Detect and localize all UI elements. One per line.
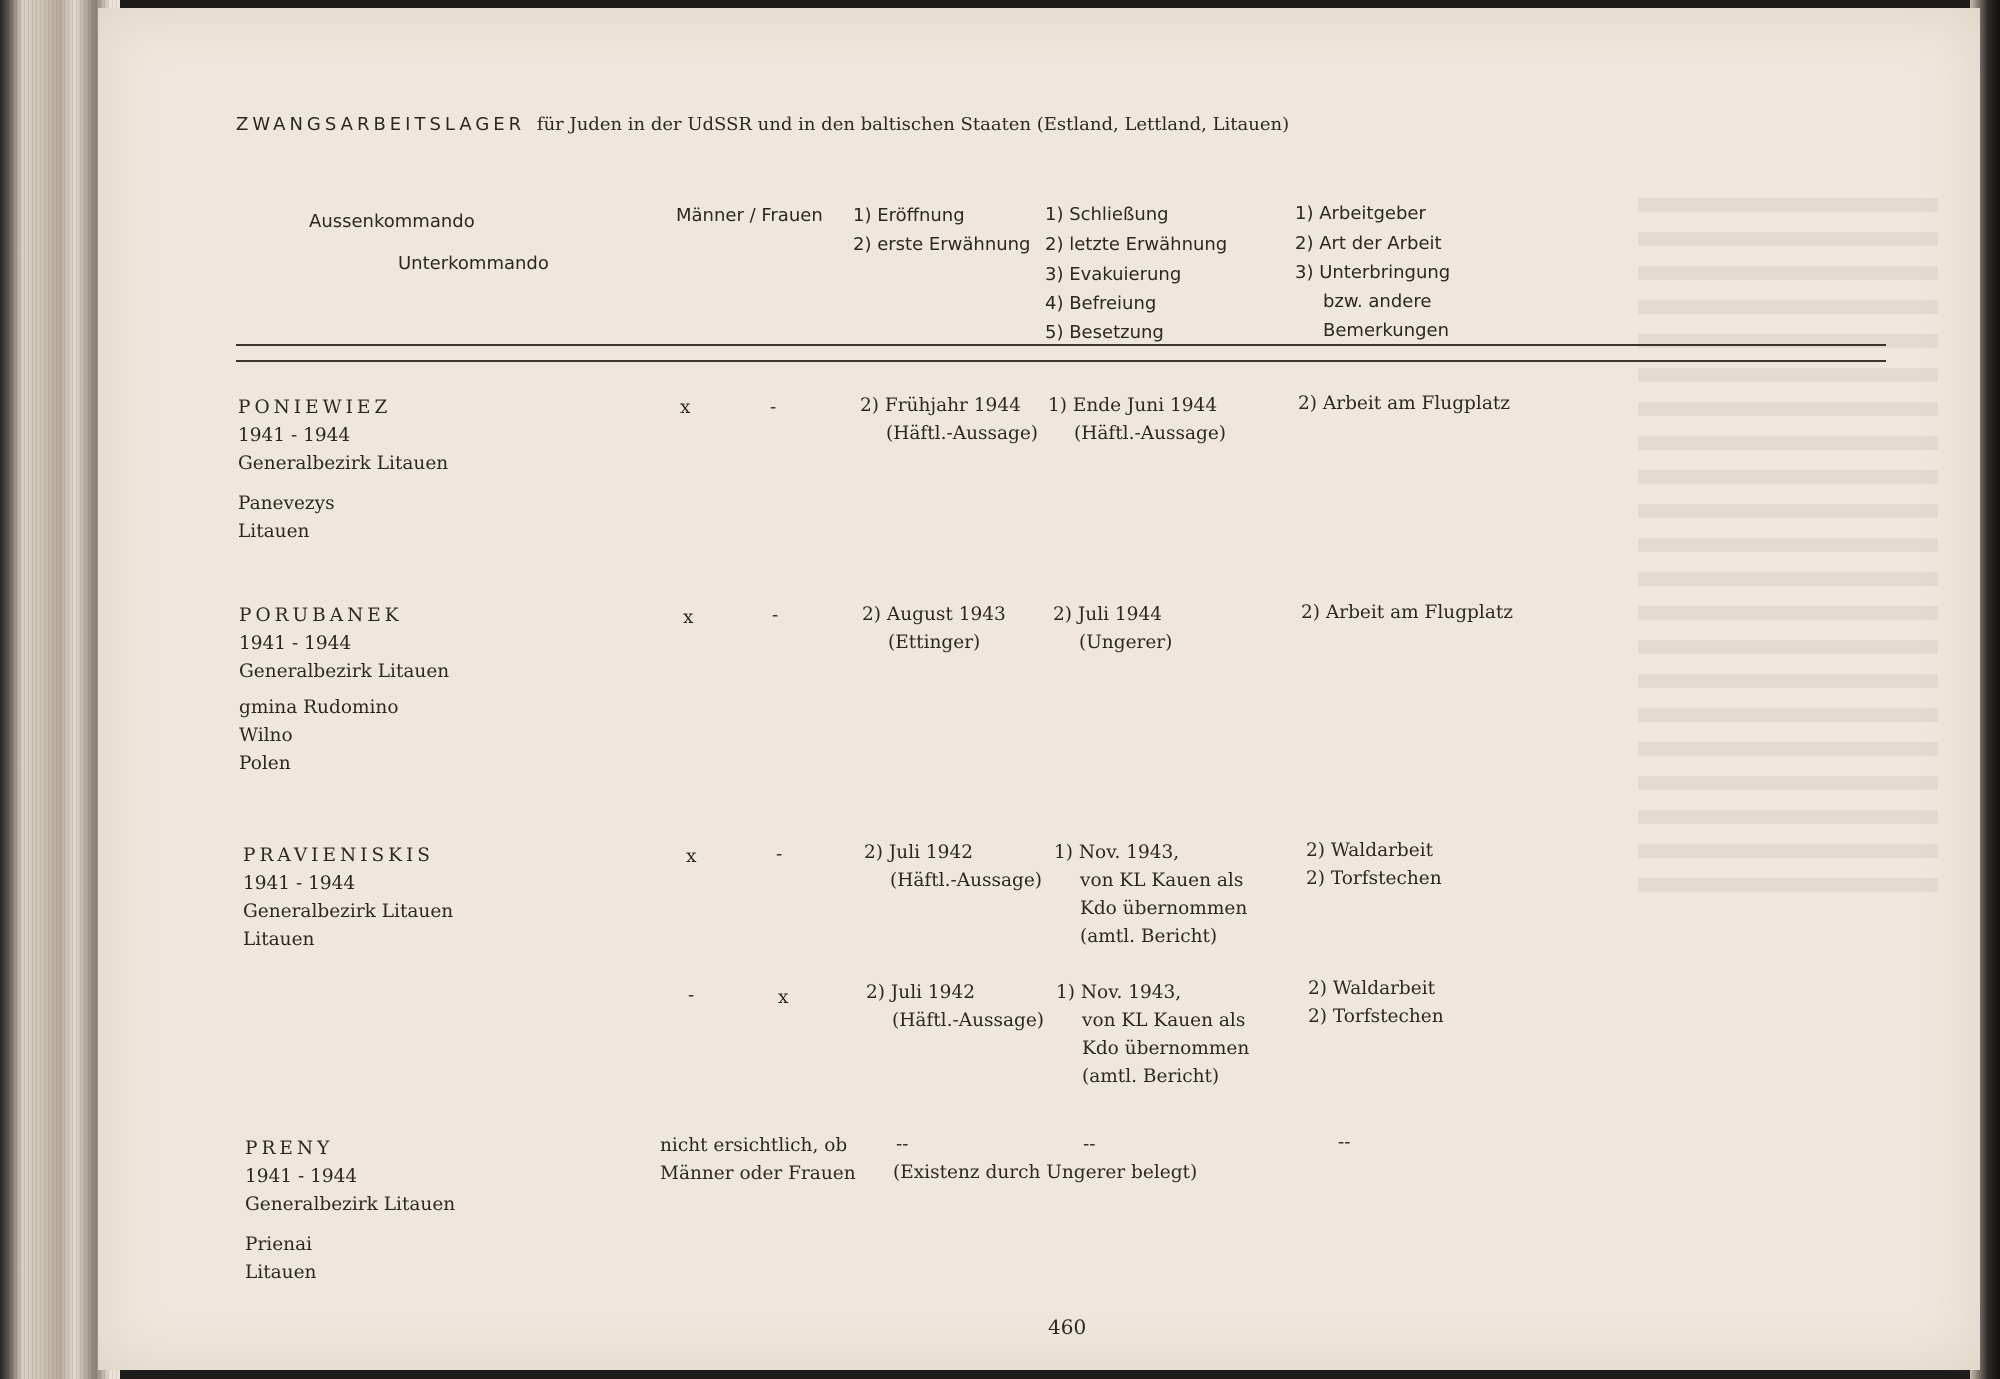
close-date-line: von KL Kauen als xyxy=(1080,870,1244,891)
work-line: 2) Torfstechen xyxy=(1308,1006,1444,1027)
men-mark: x xyxy=(686,846,697,867)
document-page xyxy=(98,8,1980,1370)
header-work-2: 2) Art der Arbeit xyxy=(1295,233,1442,254)
camp-name: PRAVIENISKIS xyxy=(243,845,434,866)
header-work-5: Bemerkungen xyxy=(1323,320,1450,341)
open-date-line: 2) Juli 1942 xyxy=(866,982,975,1003)
header-maenner-frauen: Männer / Frauen xyxy=(676,205,823,226)
camp-period: 1941 - 1944 xyxy=(238,425,351,446)
women-mark: x xyxy=(778,987,789,1008)
close-date-line: 1) Nov. 1943, xyxy=(1054,842,1180,863)
men-mark: x xyxy=(680,397,691,418)
header-dates2-4: 4) Befreiung xyxy=(1045,293,1157,314)
camp-location: gmina Rudomino xyxy=(239,697,399,718)
table-row xyxy=(245,1135,455,1287)
camp-period: 1941 - 1944 xyxy=(243,873,356,894)
work-dash: -- xyxy=(1338,1132,1351,1153)
open-date xyxy=(864,839,1042,895)
header-aussenkommando: Aussenkommando xyxy=(309,211,475,232)
header-rule-top xyxy=(236,344,1886,346)
close-date-line: von KL Kauen als xyxy=(1082,1010,1246,1031)
existence-note: (Existenz durch Ungerer belegt) xyxy=(893,1162,1198,1183)
close-date xyxy=(1053,601,1172,657)
camp-country: Polen xyxy=(239,753,291,774)
close-date xyxy=(1054,839,1247,951)
work-line: 2) Arbeit am Flugplatz xyxy=(1301,602,1514,623)
close-date-source: (Häftl.-Aussage) xyxy=(1074,423,1227,444)
camp-period: 1941 - 1944 xyxy=(239,633,352,654)
camp-district: Generalbezirk Litauen xyxy=(245,1194,456,1215)
men-mark: x xyxy=(683,607,694,628)
camp-country: Litauen xyxy=(238,521,310,542)
close-date xyxy=(1056,979,1249,1091)
camp-name: PONIEWIEZ xyxy=(238,397,392,418)
table-row xyxy=(243,842,453,954)
camp-name: PRENY xyxy=(245,1138,334,1159)
open-dash: -- xyxy=(896,1134,909,1155)
header-rule-bottom xyxy=(236,360,1886,362)
open-date-line: 2) Frühjahr 1944 xyxy=(860,395,1021,416)
close-date-source: (amtl. Bericht) xyxy=(1082,1066,1220,1087)
camp-country: Litauen xyxy=(243,929,315,950)
header-dates2-3: 3) Evakuierung xyxy=(1045,264,1182,285)
close-date-source: (Ungerer) xyxy=(1079,632,1173,653)
open-date-line: 2) August 1943 xyxy=(862,604,1006,625)
note-line: nicht ersichtlich, ob xyxy=(660,1135,848,1156)
camp-district: Generalbezirk Litauen xyxy=(239,661,450,682)
camp-country: Litauen xyxy=(245,1262,317,1283)
work-info xyxy=(1308,975,1444,1031)
note-line: Männer oder Frauen xyxy=(660,1163,856,1184)
open-date-source: (Ettinger) xyxy=(888,632,981,653)
open-date-source: (Häftl.-Aussage) xyxy=(890,870,1043,891)
close-date-line: 1) Nov. 1943, xyxy=(1056,982,1182,1003)
work-line: 2) Torfstechen xyxy=(1306,868,1442,889)
header-unterkommando: Unterkommando xyxy=(398,253,549,274)
header-dates2-2: 2) letzte Erwähnung xyxy=(1045,234,1228,255)
close-date-line: 2) Juli 1944 xyxy=(1053,604,1162,625)
header-dates1-1: 1) Eröffnung xyxy=(853,205,965,226)
close-dash: -- xyxy=(1083,1134,1096,1155)
camp-period: 1941 - 1944 xyxy=(245,1166,358,1187)
close-date-line: Kdo übernommen xyxy=(1082,1038,1250,1059)
header-work-1: 1) Arbeitgeber xyxy=(1295,203,1426,224)
page-number: 460 xyxy=(1048,1315,1087,1339)
men-women-note xyxy=(660,1132,856,1188)
title-caps: ZWANGSARBEITSLAGER xyxy=(236,114,526,135)
table-row xyxy=(239,602,449,778)
document-title xyxy=(236,111,1289,139)
close-date-line: 1) Ende Juni 1944 xyxy=(1048,395,1218,416)
women-mark: - xyxy=(776,844,783,865)
camp-name: PORUBANEK xyxy=(239,605,403,626)
women-mark: - xyxy=(770,397,777,418)
header-dates2-1: 1) Schließung xyxy=(1045,204,1169,225)
camp-district: Generalbezirk Litauen xyxy=(243,901,454,922)
close-date-line: Kdo übernommen xyxy=(1080,898,1248,919)
open-date xyxy=(866,979,1044,1035)
work-line: 2) Arbeit am Flugplatz xyxy=(1298,393,1511,414)
camp-location: Prienai xyxy=(245,1234,313,1255)
header-dates2-5: 5) Besetzung xyxy=(1045,322,1164,343)
men-mark: - xyxy=(688,985,695,1006)
open-date-source: (Häftl.-Aussage) xyxy=(892,1010,1045,1031)
women-mark: - xyxy=(772,605,779,626)
table-row xyxy=(238,394,448,546)
close-date xyxy=(1048,392,1226,448)
bleed-through xyxy=(1638,198,1938,898)
work-info xyxy=(1306,837,1442,893)
camp-city: Wilno xyxy=(239,725,293,746)
camp-district: Generalbezirk Litauen xyxy=(238,453,449,474)
work-info xyxy=(1301,599,1513,627)
work-line: 2) Waldarbeit xyxy=(1306,840,1434,861)
open-date xyxy=(862,601,1006,657)
work-line: 2) Waldarbeit xyxy=(1308,978,1436,999)
open-date-line: 2) Juli 1942 xyxy=(864,842,973,863)
open-date xyxy=(860,392,1038,448)
header-work-4: bzw. andere xyxy=(1323,291,1432,312)
work-info xyxy=(1298,390,1510,418)
camp-location: Panevezys xyxy=(238,493,335,514)
open-date-source: (Häftl.-Aussage) xyxy=(886,423,1039,444)
close-date-source: (amtl. Bericht) xyxy=(1080,926,1218,947)
header-dates1-2: 2) erste Erwähnung xyxy=(853,234,1031,255)
title-rest: für Juden in der UdSSR und in den baltischen Staaten (Estland, Lettland, Litauen) xyxy=(536,114,1290,135)
header-work-3: 3) Unterbringung xyxy=(1295,262,1451,283)
